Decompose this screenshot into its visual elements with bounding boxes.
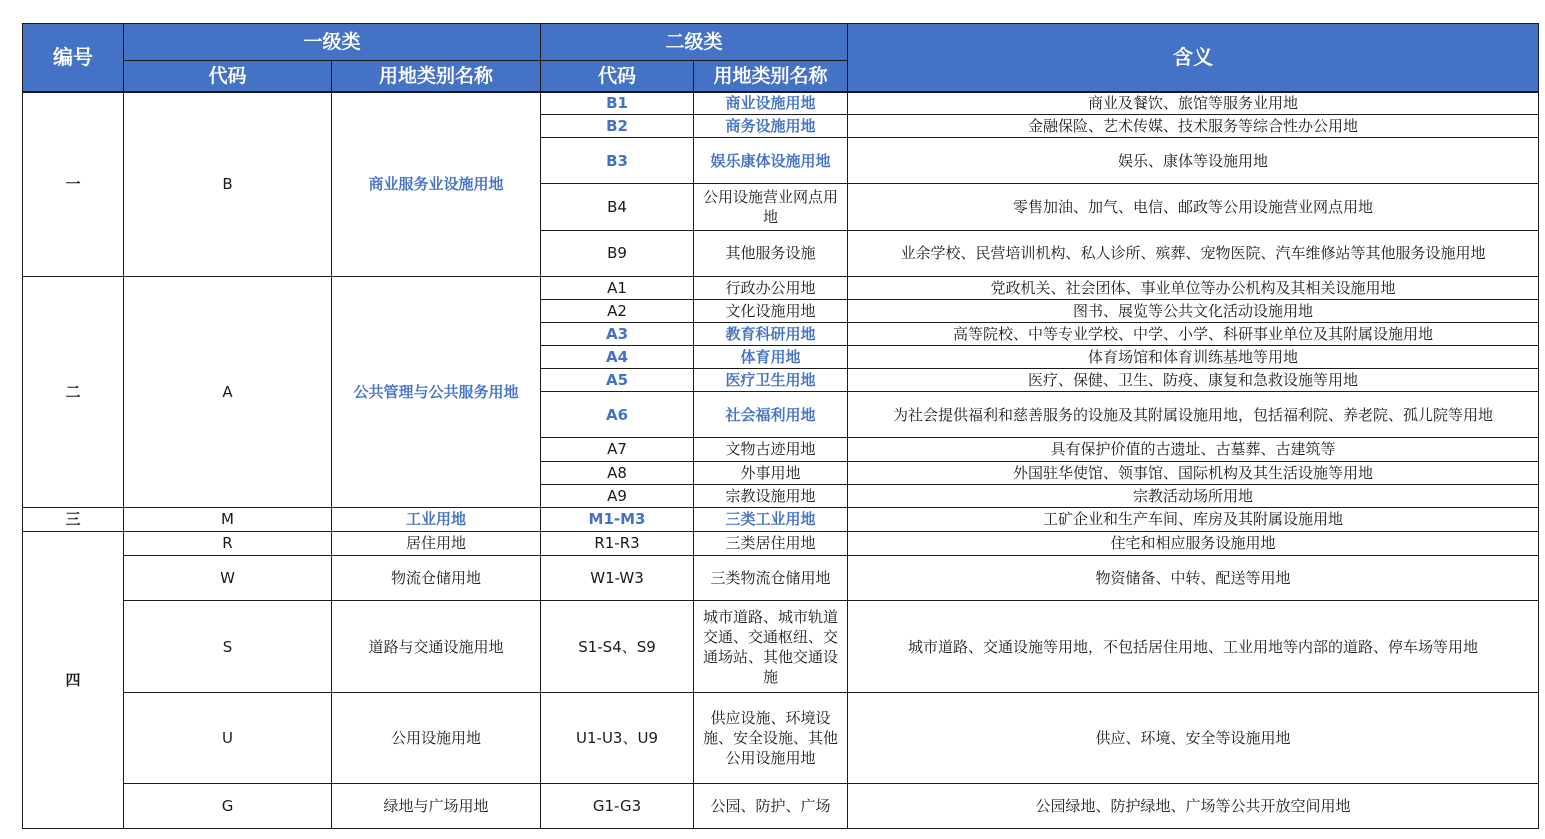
l2-name: 医疗卫生用地 xyxy=(694,369,848,392)
l2-code: B1 xyxy=(541,92,694,115)
l2-code: M1-M3 xyxy=(541,507,694,531)
table-row xyxy=(23,276,1539,299)
group-number: 二 xyxy=(23,276,124,507)
meaning-cell: 金融保险、艺术传媒、技术服务等综合性办公用地 xyxy=(848,115,1539,138)
header-l2-name: 用地类别名称 xyxy=(694,61,848,92)
l2-name: 社会福利用地 xyxy=(694,392,848,438)
l2-code: A9 xyxy=(541,484,694,507)
l2-name: 其他服务设施 xyxy=(694,230,848,276)
header-l2-code: 代码 xyxy=(541,61,694,92)
l2-name: 三类居住用地 xyxy=(694,531,848,555)
l2-code: A7 xyxy=(541,438,694,461)
l2-name: 体育用地 xyxy=(694,346,848,369)
l2-name: 宗教设施用地 xyxy=(694,484,848,507)
l1-code: B xyxy=(124,92,332,277)
table-row xyxy=(23,693,1539,783)
table-row xyxy=(23,783,1539,828)
l1-name: 商业服务业设施用地 xyxy=(332,92,541,277)
l2-code: A8 xyxy=(541,461,694,484)
l2-name: 公用设施营业网点用地 xyxy=(694,184,848,230)
table-header xyxy=(23,24,1539,92)
l2-name: 三类物流仓储用地 xyxy=(694,555,848,600)
l1-code: W xyxy=(124,555,332,600)
meaning-cell: 工矿企业和生产车间、库房及其附属设施用地 xyxy=(848,507,1539,531)
header-l1-name: 用地类别名称 xyxy=(332,61,541,92)
l2-code: B3 xyxy=(541,138,694,184)
l2-code: A4 xyxy=(541,346,694,369)
l2-code: A1 xyxy=(541,276,694,299)
meaning-cell: 公园绿地、防护绿地、广场等公共开放空间用地 xyxy=(848,783,1539,828)
meaning-cell: 物资储备、中转、配送等用地 xyxy=(848,555,1539,600)
land-use-table xyxy=(22,23,1539,829)
l2-code: W1-W3 xyxy=(541,555,694,600)
meaning-cell: 住宅和相应服务设施用地 xyxy=(848,531,1539,555)
l2-name: 外事用地 xyxy=(694,461,848,484)
l1-code: A xyxy=(124,276,332,507)
l1-name: 公共管理与公共服务用地 xyxy=(332,276,541,507)
l2-name: 行政办公用地 xyxy=(694,276,848,299)
l2-name: 文物古迹用地 xyxy=(694,438,848,461)
l2-name: 娱乐康体设施用地 xyxy=(694,138,848,184)
l2-code: A5 xyxy=(541,369,694,392)
table-row xyxy=(23,92,1539,115)
meaning-cell: 供应、环境、安全等设施用地 xyxy=(848,693,1539,783)
header-meaning: 含义 xyxy=(848,24,1539,92)
l1-code: U xyxy=(124,693,332,783)
l2-code: B4 xyxy=(541,184,694,230)
l2-code: R1-R3 xyxy=(541,531,694,555)
header-level1: 一级类 xyxy=(124,24,541,61)
l1-name: 居住用地 xyxy=(332,531,541,555)
meaning-cell: 高等院校、中等专业学校、中学、小学、科研事业单位及其附属设施用地 xyxy=(848,322,1539,345)
l2-code: A3 xyxy=(541,322,694,345)
header-number: 编号 xyxy=(23,24,124,92)
l1-code: S xyxy=(124,601,332,693)
l1-name: 公用设施用地 xyxy=(332,693,541,783)
l2-code: A2 xyxy=(541,299,694,322)
meaning-cell: 业余学校、民营培训机构、私人诊所、殡葬、宠物医院、汽车维修站等其他服务设施用地 xyxy=(848,230,1539,276)
meaning-cell: 零售加油、加气、电信、邮政等公用设施营业网点用地 xyxy=(848,184,1539,230)
l1-code: R xyxy=(124,531,332,555)
l1-code: M xyxy=(124,507,332,531)
group-number: 三 xyxy=(23,507,124,531)
l2-name: 商务设施用地 xyxy=(694,115,848,138)
header-l1-code: 代码 xyxy=(124,61,332,92)
l2-name: 公园、防护、广场 xyxy=(694,783,848,828)
meaning-cell: 娱乐、康体等设施用地 xyxy=(848,138,1539,184)
l2-name: 商业设施用地 xyxy=(694,92,848,115)
meaning-cell: 为社会提供福利和慈善服务的设施及其附属设施用地，包括福利院、养老院、孤儿院等用地 xyxy=(848,392,1539,438)
meaning-cell: 外国驻华使馆、领事馆、国际机构及其生活设施等用地 xyxy=(848,461,1539,484)
l1-code: G xyxy=(124,783,332,828)
meaning-cell: 商业及餐饮、旅馆等服务业用地 xyxy=(848,92,1539,115)
meaning-cell: 党政机关、社会团体、事业单位等办公机构及其相关设施用地 xyxy=(848,276,1539,299)
table-body xyxy=(23,92,1539,829)
l2-code: A6 xyxy=(541,392,694,438)
table-row xyxy=(23,555,1539,600)
l1-name: 道路与交通设施用地 xyxy=(332,601,541,693)
group-number: 四 xyxy=(23,531,124,828)
header-level2: 二级类 xyxy=(541,24,848,61)
table-row xyxy=(23,531,1539,555)
l2-name: 城市道路、城市轨道交通、交通枢纽、交通场站、其他交通设施 xyxy=(694,601,848,693)
l2-name: 供应设施、环境设施、安全设施、其他公用设施用地 xyxy=(694,693,848,783)
l2-name: 三类工业用地 xyxy=(694,507,848,531)
table-row xyxy=(23,601,1539,693)
meaning-cell: 城市道路、交通设施等用地，不包括居住用地、工业用地等内部的道路、停车场等用地 xyxy=(848,601,1539,693)
l1-name: 绿地与广场用地 xyxy=(332,783,541,828)
l2-code: S1-S4、S9 xyxy=(541,601,694,693)
l1-name: 工业用地 xyxy=(332,507,541,531)
meaning-cell: 体育场馆和体育训练基地等用地 xyxy=(848,346,1539,369)
meaning-cell: 具有保护价值的古遗址、古墓葬、古建筑等 xyxy=(848,438,1539,461)
l2-code: G1-G3 xyxy=(541,783,694,828)
l1-name: 物流仓储用地 xyxy=(332,555,541,600)
table-row xyxy=(23,507,1539,531)
l2-code: B9 xyxy=(541,230,694,276)
l2-name: 文化设施用地 xyxy=(694,299,848,322)
l2-name: 教育科研用地 xyxy=(694,322,848,345)
l2-code: U1-U3、U9 xyxy=(541,693,694,783)
meaning-cell: 宗教活动场所用地 xyxy=(848,484,1539,507)
meaning-cell: 图书、展览等公共文化活动设施用地 xyxy=(848,299,1539,322)
meaning-cell: 医疗、保健、卫生、防疫、康复和急救设施等用地 xyxy=(848,369,1539,392)
group-number: 一 xyxy=(23,92,124,277)
l2-code: B2 xyxy=(541,115,694,138)
